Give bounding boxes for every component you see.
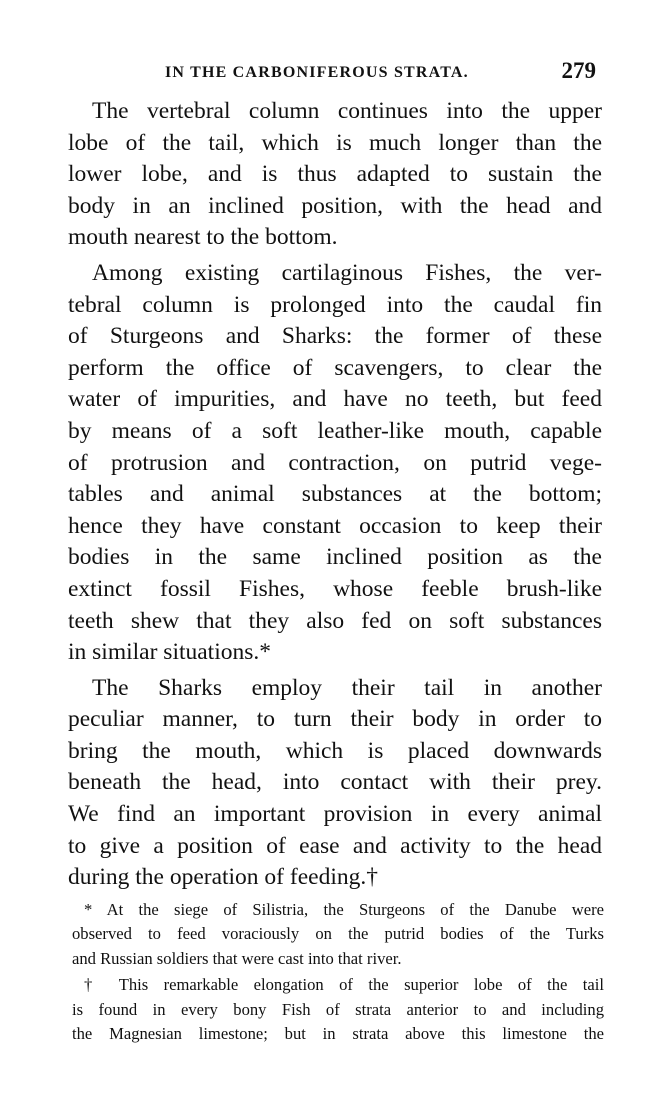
text-line: perform the office of scavengers, to clear the — [68, 354, 602, 381]
text-line: We find an important provision in every animal — [68, 801, 602, 828]
text-line: of protrusion and contraction, on putrid vege- — [68, 449, 602, 476]
footnote-line: * At the siege of Silistria, the Sturgeons of the Danube were — [84, 900, 604, 919]
footnote-line: observed to feed voraciously on the putrid bodies of the Turks — [72, 924, 604, 944]
footnote-line: † This remarkable elongation of the superior lobe of the tail — [84, 975, 604, 995]
text-line: lower lobe, and is thus adapted to sustain the — [68, 161, 602, 188]
footnote-line: the Magnesian limestone; but in strata above this limestone the — [72, 1023, 604, 1043]
text-line: body in an inclined position, with the head and — [68, 192, 602, 219]
text-line: The Sharks employ their tail in another — [92, 674, 602, 701]
text-line: during the operation of feeding.† — [68, 864, 378, 891]
text-line: bring the mouth, which is placed downwards — [68, 737, 602, 764]
footnote-line: and Russian soldiers that were cast into that river. — [72, 948, 402, 968]
page-number: 279 — [561, 58, 596, 83]
text-line: bodies in the same inclined position as the — [68, 544, 602, 571]
footnote-dagger — [72, 973, 604, 1046]
text-line: lobe of the tail, which is much longer than the — [68, 129, 602, 156]
text-line: tables and animal substances at the bottom; — [68, 481, 602, 508]
footnote-line: is found in every bony Fish of strata anterior to and including — [72, 999, 604, 1019]
text-line: teeth shew that they also fed on soft substances — [68, 607, 602, 634]
text-line: in similar situations.* — [68, 639, 272, 666]
body-text — [68, 96, 602, 894]
paragraph-3 — [68, 673, 602, 894]
footnotes — [72, 898, 604, 1046]
text-line: water of impurities, and have no teeth, but feed — [68, 386, 602, 413]
paragraph-2 — [68, 258, 602, 669]
paragraph-1 — [68, 96, 602, 254]
running-head — [60, 58, 600, 90]
text-line: of Sturgeons and Sharks: the former of these — [68, 323, 602, 350]
text-line: beneath the head, into contact with their prey. — [68, 769, 602, 796]
text-line: to give a position of ease and activity to the head — [68, 832, 602, 859]
text-line: tebral column is prolonged into the caudal fin — [68, 291, 602, 318]
text-line: mouth nearest to the bottom. — [68, 224, 338, 251]
footnote-asterisk — [72, 898, 604, 971]
running-title: IN THE CARBONIFEROUS STRATA. — [165, 64, 469, 81]
text-line: extinct fossil Fishes, whose feeble brush-like — [68, 575, 602, 602]
text-line: by means of a soft leather-like mouth, capable — [68, 417, 602, 444]
text-line: The vertebral column continues into the upper — [92, 98, 602, 124]
text-line: Among existing cartilaginous Fishes, the ver- — [92, 259, 602, 286]
text-line: peculiar manner, to turn their body in order to — [68, 706, 602, 733]
text-line: hence they have constant occasion to keep their — [68, 512, 602, 539]
